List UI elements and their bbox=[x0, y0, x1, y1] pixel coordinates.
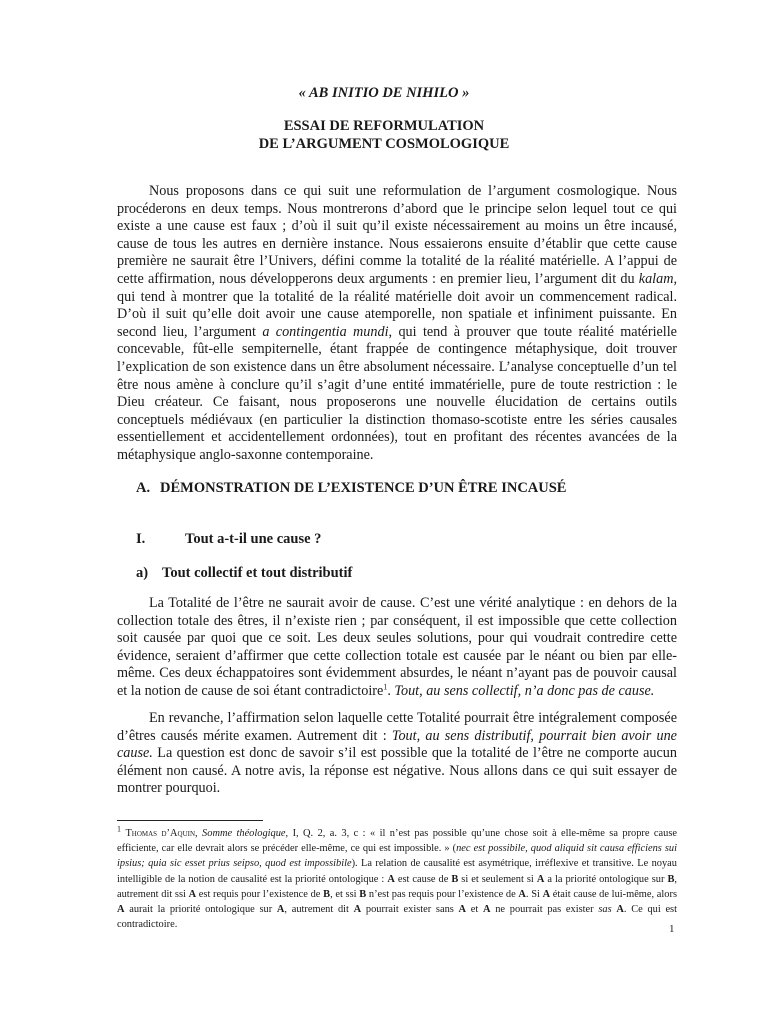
section-a-heading: DÉMONSTRATION DE L’EXISTENCE D’UN ÊTRE INCAUSÉ bbox=[160, 480, 567, 496]
section-a-letter: A. bbox=[136, 480, 151, 496]
paragraph-totality: La Totalité de l’être ne saurait avoir de cause. C’est une vérité analytique : en dehors de la collection totale des êtres, il n’existe rien ; par conséquent, il est impossible que cette collection soit causée par quoi que ce soit. Les deux seules solutions, pour qui voudrait contredire cette évidence, seraient d’affirmer que cette collection totale est causée par le néant ou bien par elle-même. Ces deux échappatoires sont évidemment absurdes, le néant n’ayant pas de pouvoir causal et la notion de cause de soi étant contradictoire$^1$. Tout, au sens collectif, n’a donc pas de cause. bbox=[117, 595, 677, 699]
main-title: « AB INITIO DE NIHILO » bbox=[298, 85, 470, 101]
paragraph-distributive: En revanche, l’affirmation selon laquelle cette Totalité pourrait être intégralement composée d’êtres causés mérite examen. Autrement dit : Tout, au sens distributif, pourrait bien avoir une cause. La question est donc de savoir s’il est possible que la totalité de l’être ne comporte aucun élément non causé. A notre avis, la réponse est négative. Nous allons dans ce qui suit essayer de montrer pourquoi. bbox=[117, 710, 677, 797]
footnote-1: $^1$ Thomas d’Aquin, Somme théologique, I, Q. 2, a. 3, c : « il n’est pas possible qu’une chose soit à elle-même sa propre cause efficiente, car elle devrait alors se précéder elle-même, ce qui est impossible. » (nec est possibile, quod aliquid sit causa efficiens sui ipsius; quia sic esset prius seipso, quod est impossibile). La relation de causalité est asymétrique, irréflexive et transitive. Le noyau intelligible de la notion de causalité est la priorité ontologique : A est cause de B si et seulement si A a la priorité ontologique sur B, autrement dit ssi A est requis pour l’existence de B, et ssi B n’est pas requis pour l’existence de A. Si A était cause de lui-même, alors A aurait la priorité ontologique sur A, autrement dit A pourrait exister sans A et A ne pourrait pas exister sas A. Ce qui est contradictoire. bbox=[117, 824, 677, 931]
footnote-separator bbox=[117, 820, 263, 821]
subtitle-line-2: DE L’ARGUMENT COSMOLOGIQUE bbox=[258, 136, 510, 152]
footnote-reference[interactable]: 1 bbox=[383, 682, 388, 692]
subtitle-line-1: ESSAI DE REFORMULATION bbox=[283, 118, 485, 134]
section-i-numeral: I. bbox=[136, 531, 146, 547]
page-number: 1 bbox=[669, 923, 675, 935]
intro-paragraph: Nous proposons dans ce qui suit une reformulation de l’argument cosmologique. Nous procéderons en deux temps. Nous montrerons d’abord que le principe selon lequel tout ce qui existe a une cause est faux ; d’où il suit qu’il existe nécessairement au moins un être incausé, cause de tous les autres en dernière instance. Nous essaierons ensuite d’établir que cette cause première ne saurait être l’Univers, défini comme la totalité de la réalité matérielle. A l’appui de cette affirmation, nous développerons deux arguments : en premier lieu, l’argument dit du kalam, qui tend à montrer que la totalité de la réalité matérielle doit avoir un commencement radical. D’où il suit qu’elle doit avoir une cause atemporelle, non spatiale et infiniment puissante. En second lieu, l’argument a contingentia mundi, qui tend à prouver que toute réalité matérielle concevable, fût-elle sempiternelle, étant frappée de contingence métaphysique, doit trouver l’explication de son existence dans un être absolument nécessaire. L’analyse conceptuelle d’un tel être nous amène à conclure qu’il s’agit d’une entité immatérielle, pure de toute restriction : le Dieu créateur. Ce faisant, nous proposerons une nouvelle élucidation de certains outils conceptuels médiévaux (en particulier la distinction thomaso-scotiste entre les séries causales essentiellement et accidentellement ordonnées), tout en profitant des récentes avancées de la métaphysique anglo-saxonne contemporaine. bbox=[117, 183, 677, 463]
section-i-heading: Tout a-t-il une cause ? bbox=[185, 531, 322, 547]
subsection-a-letter: a) bbox=[136, 565, 149, 581]
subsection-a-heading: Tout collectif et tout distributif bbox=[162, 565, 353, 581]
